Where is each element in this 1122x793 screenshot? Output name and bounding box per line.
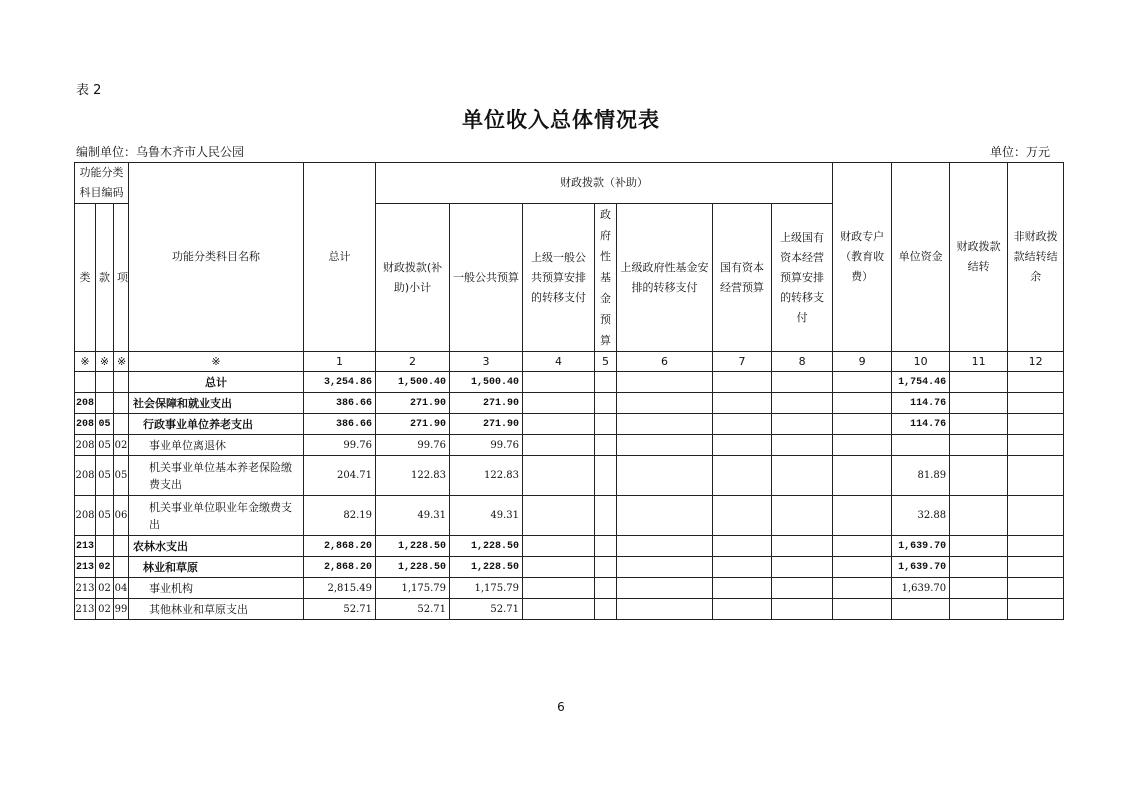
value-v4: [523, 496, 595, 536]
table-row: [75, 414, 1064, 435]
index-cell: ※: [114, 352, 129, 372]
code-lei: 208: [75, 393, 96, 414]
index-cell: 7: [713, 352, 772, 372]
value-v4: [523, 372, 595, 393]
code-xiang: 06: [114, 496, 129, 536]
value-v3: 271.90: [450, 393, 523, 414]
value-v8: [772, 536, 833, 557]
value-v1: 99.76: [304, 435, 376, 456]
value-v7: [713, 456, 772, 496]
value-v6: [617, 414, 713, 435]
code-xiang: [114, 372, 129, 393]
value-v10: [892, 435, 950, 456]
index-cell: 5: [595, 352, 617, 372]
header-unit-funds: 单位资金: [892, 163, 950, 352]
value-v8: [772, 557, 833, 578]
value-v7: [713, 536, 772, 557]
code-lei: 208: [75, 414, 96, 435]
index-cell: 11: [950, 352, 1008, 372]
value-v5: [595, 456, 617, 496]
value-v8: [772, 599, 833, 620]
index-cell: 9: [833, 352, 892, 372]
value-v4: [523, 578, 595, 599]
value-v6: [617, 435, 713, 456]
value-v1: 2,868.20: [304, 557, 376, 578]
table-row: [75, 578, 1064, 599]
header-fiscal-carryover: 财政拨款结转: [950, 163, 1008, 352]
code-xiang: [114, 557, 129, 578]
item-name: 行政事业单位养老支出: [129, 414, 304, 435]
value-v4: [523, 456, 595, 496]
header-row-1: [75, 163, 1064, 204]
value-v2: 52.71: [376, 599, 450, 620]
value-v11: [950, 393, 1008, 414]
income-summary-table: [74, 162, 1064, 620]
value-v10: 81.89: [892, 456, 950, 496]
code-xiang: [114, 536, 129, 557]
value-v12: [1008, 536, 1064, 557]
value-v2: 1,500.40: [376, 372, 450, 393]
value-v6: [617, 578, 713, 599]
value-v5: [595, 393, 617, 414]
table-row: [75, 372, 1064, 393]
code-kuan: 02: [96, 578, 114, 599]
index-cell: 6: [617, 352, 713, 372]
table-tag: 表 2: [76, 83, 102, 98]
index-cell: ※: [96, 352, 114, 372]
value-v8: [772, 496, 833, 536]
value-v10: [892, 599, 950, 620]
index-cell: 12: [1008, 352, 1064, 372]
value-v7: [713, 393, 772, 414]
value-v12: [1008, 414, 1064, 435]
code-kuan: 02: [96, 557, 114, 578]
value-v9: [833, 536, 892, 557]
item-name: 机关事业单位基本养老保险缴费支出: [129, 456, 304, 496]
value-v1: 3,254.86: [304, 372, 376, 393]
value-v12: [1008, 456, 1064, 496]
value-v1: 2,868.20: [304, 536, 376, 557]
value-v1: 82.19: [304, 496, 376, 536]
value-v8: [772, 435, 833, 456]
value-v9: [833, 372, 892, 393]
index-cell: 4: [523, 352, 595, 372]
code-lei: 213: [75, 599, 96, 620]
value-v8: [772, 393, 833, 414]
value-v8: [772, 372, 833, 393]
value-v1: 204.71: [304, 456, 376, 496]
value-v1: 386.66: [304, 393, 376, 414]
value-v5: [595, 435, 617, 456]
index-cell: 2: [376, 352, 450, 372]
value-v6: [617, 557, 713, 578]
document-title: 单位收入总体情况表: [462, 108, 660, 132]
code-xiang: 05: [114, 456, 129, 496]
value-v11: [950, 414, 1008, 435]
header-total: 总计: [304, 163, 376, 352]
header-upper-gov-fund: 上级政府性基金安排的转移支付: [617, 204, 713, 352]
value-v7: [713, 435, 772, 456]
value-v11: [950, 372, 1008, 393]
value-v10: 114.76: [892, 393, 950, 414]
value-v3: 1,175.79: [450, 578, 523, 599]
value-v6: [617, 536, 713, 557]
value-v5: [595, 496, 617, 536]
value-v2: 49.31: [376, 496, 450, 536]
code-lei: 208: [75, 496, 96, 536]
value-v8: [772, 414, 833, 435]
item-name: 事业机构: [129, 578, 304, 599]
index-cell: 3: [450, 352, 523, 372]
code-xiang: 04: [114, 578, 129, 599]
header-name: 功能分类科目名称: [129, 163, 304, 352]
code-lei: 213: [75, 536, 96, 557]
code-xiang: 99: [114, 599, 129, 620]
index-cell: 8: [772, 352, 833, 372]
value-v3: 1,228.50: [450, 557, 523, 578]
table-row: [75, 536, 1064, 557]
value-v11: [950, 435, 1008, 456]
code-kuan: [96, 372, 114, 393]
value-v10: 32.88: [892, 496, 950, 536]
code-kuan: 05: [96, 435, 114, 456]
item-name: 社会保障和就业支出: [129, 393, 304, 414]
value-v3: 1,500.40: [450, 372, 523, 393]
value-v11: [950, 496, 1008, 536]
value-v5: [595, 578, 617, 599]
code-kuan: 05: [96, 456, 114, 496]
header-special-account: 财政专户（教育收费）: [833, 163, 892, 352]
value-v9: [833, 557, 892, 578]
value-v4: [523, 536, 595, 557]
table-row: [75, 435, 1064, 456]
item-name: 总计: [129, 372, 304, 393]
header-state-capital: 国有资本经营预算: [713, 204, 772, 352]
value-v9: [833, 393, 892, 414]
value-v12: [1008, 578, 1064, 599]
table-row: [75, 599, 1064, 620]
value-v3: 52.71: [450, 599, 523, 620]
header-kuan: 款: [96, 204, 114, 352]
value-v7: [713, 578, 772, 599]
value-v2: 1,175.79: [376, 578, 450, 599]
value-v2: 271.90: [376, 393, 450, 414]
header-lei: 类: [75, 204, 96, 352]
code-lei: [75, 372, 96, 393]
value-v9: [833, 414, 892, 435]
table-row: [75, 393, 1064, 414]
header-general-budget: 一般公共预算: [450, 204, 523, 352]
value-v4: [523, 557, 595, 578]
value-v7: [713, 372, 772, 393]
code-kuan: [96, 393, 114, 414]
value-v5: [595, 414, 617, 435]
header-gov-fund: 政府性基金预算: [595, 204, 617, 352]
value-v6: [617, 372, 713, 393]
value-v12: [1008, 435, 1064, 456]
value-v2: 1,228.50: [376, 536, 450, 557]
value-v3: 122.83: [450, 456, 523, 496]
item-name: 农林水支出: [129, 536, 304, 557]
value-v4: [523, 435, 595, 456]
value-v6: [617, 456, 713, 496]
value-v7: [713, 414, 772, 435]
value-v3: 49.31: [450, 496, 523, 536]
value-v2: 1,228.50: [376, 557, 450, 578]
value-v9: [833, 435, 892, 456]
value-v9: [833, 456, 892, 496]
value-v12: [1008, 599, 1064, 620]
value-v4: [523, 414, 595, 435]
value-v11: [950, 557, 1008, 578]
table-row: [75, 456, 1064, 496]
header-upper-state-capital: 上级国有资本经营预算安排的转移支付: [772, 204, 833, 352]
value-v12: [1008, 557, 1064, 578]
value-v7: [713, 599, 772, 620]
code-lei: 213: [75, 557, 96, 578]
code-xiang: [114, 414, 129, 435]
header-code-group: 功能分类科目编码: [75, 163, 129, 204]
value-v12: [1008, 393, 1064, 414]
header-xiang: 项: [114, 204, 129, 352]
value-v5: [595, 557, 617, 578]
value-v10: 1,639.70: [892, 578, 950, 599]
table-row: [75, 557, 1064, 578]
index-cell: ※: [75, 352, 96, 372]
value-v5: [595, 372, 617, 393]
value-v7: [713, 557, 772, 578]
compiling-unit: 编制单位：乌鲁木齐市人民公园: [76, 145, 245, 159]
value-v2: 271.90: [376, 414, 450, 435]
table-body: [75, 372, 1064, 620]
value-v10: 114.76: [892, 414, 950, 435]
value-v6: [617, 393, 713, 414]
item-name: 其他林业和草原支出: [129, 599, 304, 620]
header-upper-general: 上级一般公共预算安排的转移支付: [523, 204, 595, 352]
value-v3: 271.90: [450, 414, 523, 435]
code-kuan: 02: [96, 599, 114, 620]
value-v6: [617, 599, 713, 620]
value-v3: 99.76: [450, 435, 523, 456]
value-v10: 1,754.46: [892, 372, 950, 393]
index-cell: 10: [892, 352, 950, 372]
value-v12: [1008, 496, 1064, 536]
value-v9: [833, 578, 892, 599]
code-kuan: 05: [96, 496, 114, 536]
value-v2: 99.76: [376, 435, 450, 456]
value-v10: 1,639.70: [892, 557, 950, 578]
value-v8: [772, 456, 833, 496]
item-name: 机关事业单位职业年金缴费支出: [129, 496, 304, 536]
value-v1: 52.71: [304, 599, 376, 620]
value-v4: [523, 599, 595, 620]
value-v11: [950, 578, 1008, 599]
index-cell: ※: [129, 352, 304, 372]
item-name: 林业和草原: [129, 557, 304, 578]
code-lei: 208: [75, 435, 96, 456]
value-v1: 386.66: [304, 414, 376, 435]
code-kuan: [96, 536, 114, 557]
value-v1: 2,815.49: [304, 578, 376, 599]
table-row: [75, 496, 1064, 536]
code-xiang: 02: [114, 435, 129, 456]
value-v12: [1008, 372, 1064, 393]
value-v11: [950, 456, 1008, 496]
index-cell: 1: [304, 352, 376, 372]
value-v6: [617, 496, 713, 536]
page-number: 6: [557, 700, 565, 714]
currency-unit: 单位：万元: [989, 145, 1050, 159]
header-fiscal-group: 财政拨款（补助）: [376, 163, 833, 204]
value-v9: [833, 599, 892, 620]
code-xiang: [114, 393, 129, 414]
item-name: 事业单位离退休: [129, 435, 304, 456]
value-v5: [595, 599, 617, 620]
value-v4: [523, 393, 595, 414]
value-v2: 122.83: [376, 456, 450, 496]
code-lei: 208: [75, 456, 96, 496]
value-v5: [595, 536, 617, 557]
value-v8: [772, 578, 833, 599]
index-row: [75, 352, 1064, 372]
value-v7: [713, 496, 772, 536]
value-v10: 1,639.70: [892, 536, 950, 557]
value-v3: 1,228.50: [450, 536, 523, 557]
code-lei: 213: [75, 578, 96, 599]
value-v11: [950, 599, 1008, 620]
value-v9: [833, 496, 892, 536]
code-kuan: 05: [96, 414, 114, 435]
header-fiscal-subtotal: 财政拨款(补助)小计: [376, 204, 450, 352]
header-nonfiscal-carryover: 非财政拨款结转结余: [1008, 163, 1064, 352]
value-v11: [950, 536, 1008, 557]
